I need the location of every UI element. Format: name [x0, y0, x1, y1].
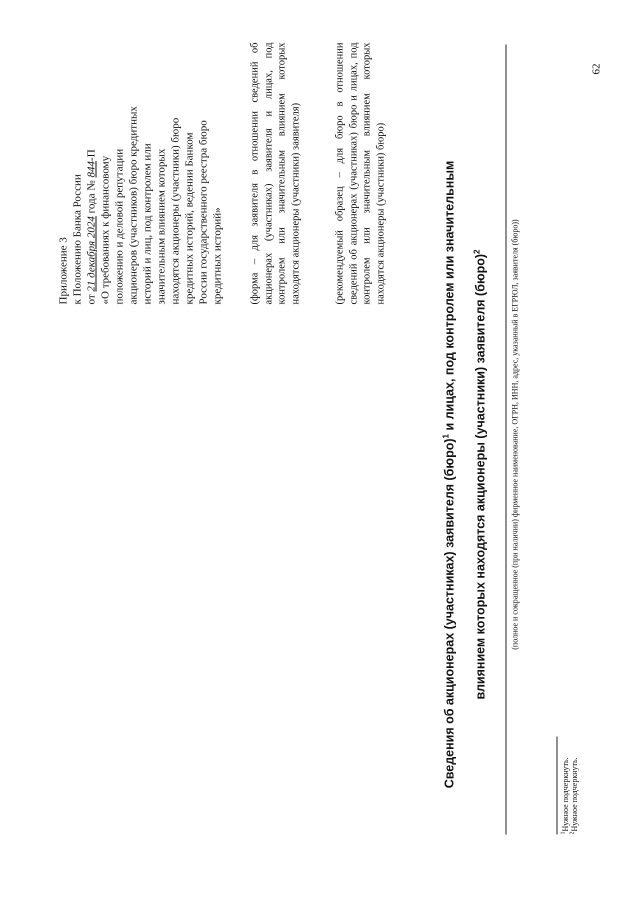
- title-part3: влиянием которых находятся акционеры (участники) заявителя (бюро): [473, 253, 488, 700]
- title-part2: и лицах, под контролем или значительным: [442, 160, 457, 435]
- rotated-page-content: [1, 0, 640, 905]
- annex-line: кредитных историй, ведении Банком: [183, 132, 196, 305]
- annex-header: [57, 43, 225, 305]
- entity-fill-line: [506, 45, 507, 835]
- annex-date-line: [85, 43, 99, 305]
- page-number: 62: [590, 63, 603, 75]
- footnote: [568, 635, 581, 835]
- annex-line: акционеров (участников) бюро кредитных: [127, 106, 140, 305]
- date-mid: года №: [85, 180, 98, 214]
- date-handwritten: 21 декабря 2024: [85, 216, 98, 292]
- footnote-divider: [557, 737, 558, 835]
- number-handwritten: 844: [85, 160, 98, 178]
- annex-line: историй и лиц, под контролем или: [141, 143, 154, 305]
- title-footnote-2: 2: [472, 249, 482, 254]
- annex-line: кредитных историй»: [211, 207, 224, 305]
- entity-caption: (полное и сокращенное (при наличии) фирменное наименование, ОГРН, ИНН, адрес, указанный в ЕГРЮЛ, заявителя (бюро)): [510, 219, 520, 650]
- annex-line: положению и деловой репутации: [113, 148, 126, 305]
- annex-line: находятся акционеры (участники) бюро: [169, 117, 182, 305]
- number-suffix: -П: [85, 149, 98, 161]
- footnote-mark: 1: [560, 831, 567, 835]
- footnote-text: Нужное подчеркнуть.: [570, 757, 580, 832]
- footnote-text: Нужное подчеркнуть.: [561, 757, 571, 832]
- annex-line: Приложение 3: [57, 237, 70, 305]
- annex-line: значительным влиянием которых: [155, 148, 168, 305]
- document-title: [433, 115, 495, 835]
- footnote-mark: 2: [569, 831, 576, 835]
- title-footnote-1: 1: [441, 434, 451, 439]
- date-prefix: от: [85, 294, 98, 305]
- annex-line: «О требованиях к финансовому: [99, 155, 112, 305]
- sample-note: (рекомендуемый образец – для бюро в отношении сведений об акционерах (участниках) бюро и лицах, под контролем или значительным влиянием которых находятся акционеры (участники) бюро): [334, 42, 386, 305]
- title-part1: Сведения об акционерах (участниках) заявителя (бюро): [442, 438, 457, 789]
- annex-line: России государственного реестра бюро: [197, 120, 210, 305]
- form-note: (форма – для заявителя в отношении сведений об акционерах (участниках) заявителя и лицах, под контролем или значительным влиянием которых находятся акционеры (участники) заявителя): [249, 42, 301, 305]
- annex-line: к Положению Банка России: [71, 174, 84, 305]
